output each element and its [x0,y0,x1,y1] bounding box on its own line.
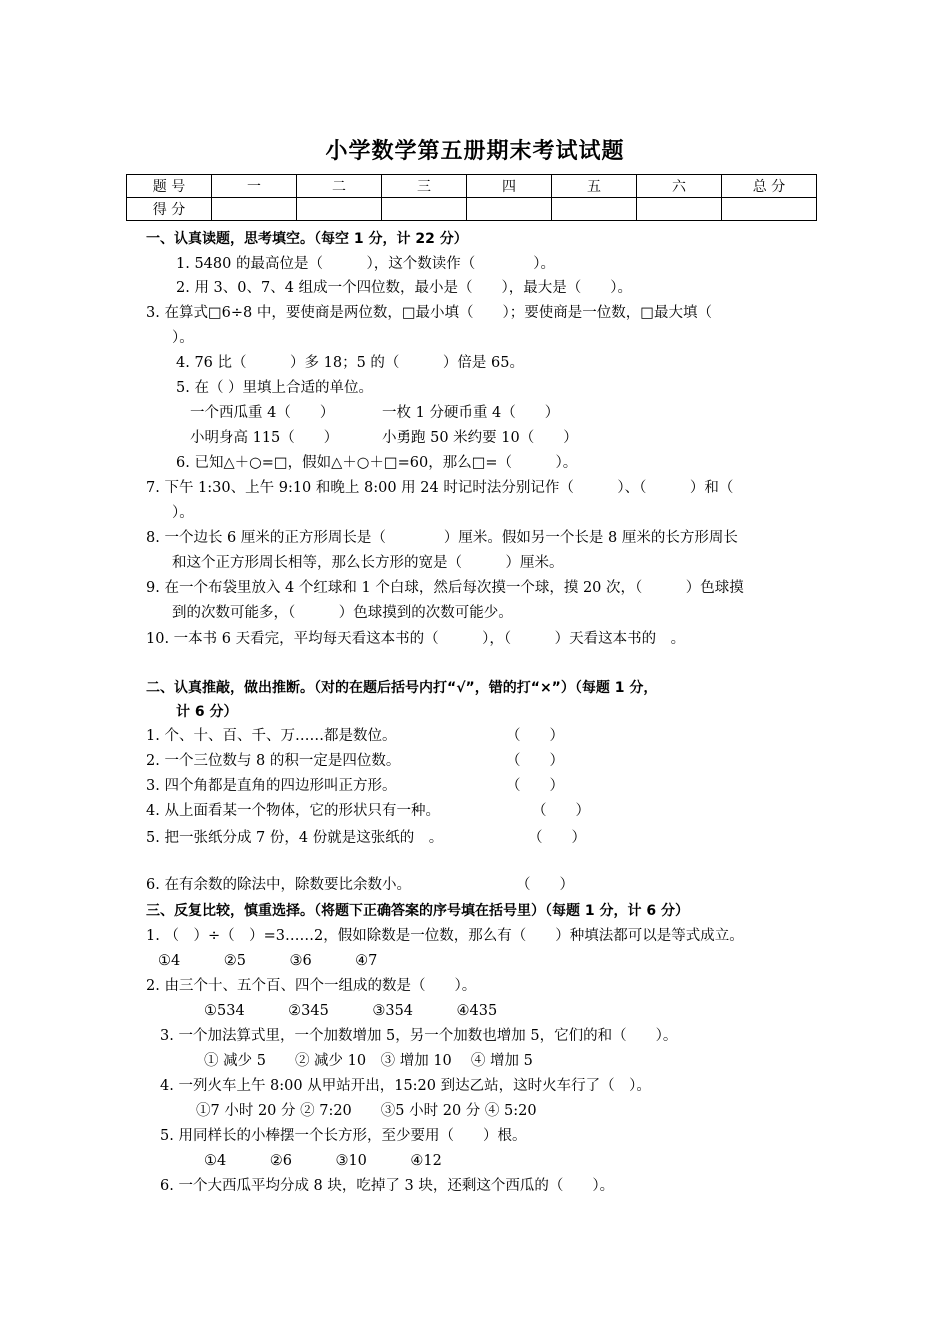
exam-title: 小学数学第五册期末考试试题 [325,139,625,164]
judge-question: 6. 在有余数的除法中，除数要比余数小。 [146,877,411,893]
judge-question: 2. 一个三位数与 8 的积一定是四位数。 [146,753,401,769]
question-line: 1. 5480 的最高位是（ ），这个数读作（ ）。 [176,256,555,272]
choice-question: 1. （ ）÷（ ）=3……2，假如除数是一位数，那么有（ ）种填法都可以是等式成立。 [146,928,744,944]
judge-question: 1. 个、十、百、千、万……都是数位。 [146,728,397,744]
question-line: 3. 在算式□6÷8 中，要使商是两位数，□最小填（ ）；要使商是一位数，□最大填（ [146,305,712,321]
score-blank-cell[interactable] [212,198,297,221]
choice-question: 4. 一列火车上午 8:00 从甲站开出，15:20 到达乙站，这时火车行了（ ）。 [160,1078,651,1094]
section2-heading-cont: 计 6 分） [176,704,238,720]
question-line: 8. 一个边长 6 厘米的正方形周长是（ ）厘米。假如另一个长是 8 厘米的长方形周长 [146,530,738,546]
score-blank-cell[interactable] [382,198,467,221]
choice-options: ①4 ②6 ③10 ④12 [204,1153,442,1169]
judge-answer-blank[interactable]: （ ） [532,803,590,819]
question-line: 7. 下午 1:30、上午 9:10 和晚上 8:00 用 24 时记时法分别记作（ ）、（ ）和（ [146,480,734,496]
score-table [126,174,817,221]
score-header-cell: 五 [552,175,637,198]
score-row-label: 得 分 [127,198,212,221]
choice-options: ①4 ②5 ③6 ④7 [158,953,378,969]
score-header-cell: 一 [212,175,297,198]
section3-heading: 三、反复比较，慎重选择。（将题下正确答案的序号填在括号里）（每题 1 分，计 6 分） [146,903,689,919]
judge-answer-blank[interactable]: （ ） [506,728,564,744]
section2-heading: 二、认真推敲，做出推断。（对的在题后括号内打“√”，错的打“×”）（每题 1 分， [146,680,658,696]
score-blank-cell[interactable] [467,198,552,221]
score-header-cell: 题 号 [127,175,212,198]
score-header-cell: 三 [382,175,467,198]
question-line: ）。 [172,330,194,346]
judge-answer-blank[interactable]: （ ） [516,877,574,893]
score-header-cell: 二 [297,175,382,198]
question-line: 小勇跑 50 米约要 10（ ） [382,430,578,446]
question-line: 到的次数可能多，（ ）色球摸到的次数可能少。 [172,605,513,621]
judge-question: 4. 从上面看某一个物体，它的形状只有一种。 [146,803,440,819]
judge-answer-blank[interactable]: （ ） [506,778,564,794]
question-line: 4. 76 比（ ）多 18；5 的（ ）倍是 65。 [176,355,524,371]
score-table-score-row [127,198,817,221]
question-line: 一枚 1 分硬币重 4（ ） [382,405,560,421]
question-line: ）。 [172,505,194,521]
choice-options: ①7 小时 20 分 ② 7:20 ③5 小时 20 分 ④ 5:20 [196,1103,537,1119]
question-line: 5. 在（ ）里填上合适的单位。 [176,380,374,396]
score-blank-cell[interactable] [297,198,382,221]
choice-options: ① 减少 5 ② 减少 10 ③ 增加 10 ④ 增加 5 [204,1053,533,1069]
question-line: 9. 在一个布袋里放入 4 个红球和 1 个白球，然后每次摸一个球，摸 20 次，（ ）色球摸 [146,580,744,596]
judge-answer-blank[interactable]: （ ） [506,753,564,769]
score-blank-cell[interactable] [722,198,817,221]
choice-options: ①534 ②345 ③354 ④435 [204,1003,498,1019]
score-header-cell: 四 [467,175,552,198]
score-blank-cell[interactable] [637,198,722,221]
score-blank-cell[interactable] [552,198,637,221]
question-line: 一个西瓜重 4（ ） [190,405,335,421]
score-table-header-row [127,175,817,198]
choice-question: 3. 一个加法算式里，一个加数增加 5，另一个加数也增加 5，它们的和（ ）。 [160,1028,678,1044]
score-header-cell: 六 [637,175,722,198]
judge-question: 5. 把一张纸分成 7 份，4 份就是这张纸的 。 [146,830,444,846]
choice-question: 2. 由三个十、五个百、四个一组成的数是（ ）。 [146,978,477,994]
question-line: 和这个正方形周长相等，那么长方形的宽是（ ）厘米。 [172,555,564,571]
question-line: 2. 用 3、0、7、4 组成一个四位数，最小是（ ），最大是（ ）。 [176,280,633,296]
score-header-cell: 总 分 [722,175,817,198]
section1-heading: 一、认真读题，思考填空。（每空 1 分，计 22 分） [146,231,468,247]
question-line: 小明身高 115（ ） [190,430,339,446]
question-line: 6. 已知△＋○=□，假如△＋○＋□=60，那么□=（ ）。 [176,455,578,471]
judge-answer-blank[interactable]: （ ） [528,830,586,846]
choice-question: 6. 一个大西瓜平均分成 8 块，吃掉了 3 块，还剩这个西瓜的（ ）。 [160,1178,615,1194]
question-line: 10. 一本书 6 天看完，平均每天看这本书的（ ），（ ）天看这本书的 。 [146,631,686,647]
judge-question: 3. 四个角都是直角的四边形叫正方形。 [146,778,397,794]
choice-question: 5. 用同样长的小棒摆一个长方形，至少要用（ ）根。 [160,1128,527,1144]
